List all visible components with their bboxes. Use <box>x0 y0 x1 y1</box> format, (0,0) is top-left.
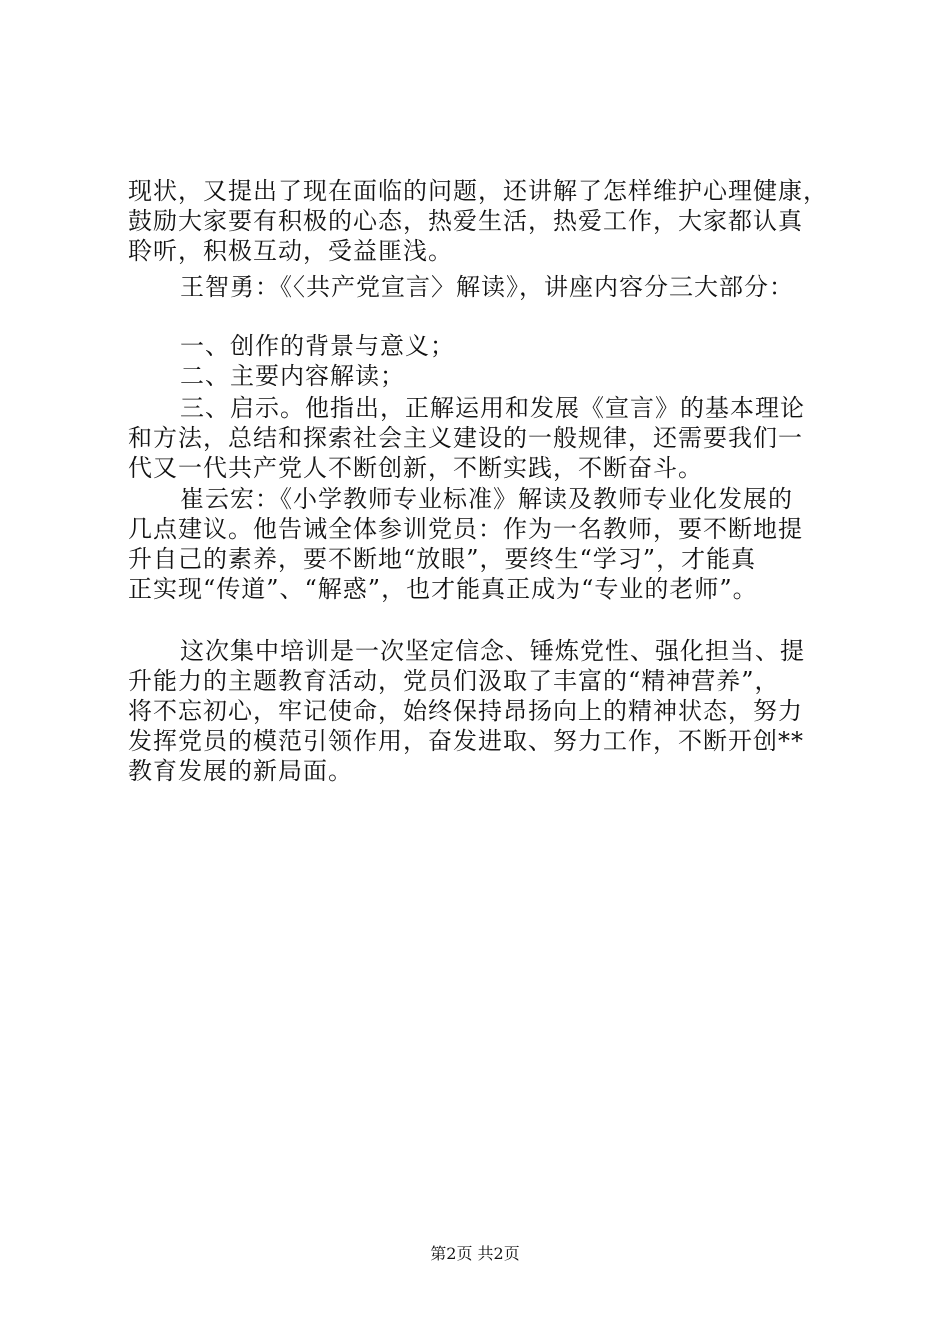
body-text-line: 和方法，总结和探索社会主义建设的一般规律，还需要我们一 <box>128 424 803 452</box>
list-item: 二、主要内容解读； <box>180 362 405 390</box>
body-text-line: 将不忘初心，牢记使命，始终保持昂扬向上的精神状态，努力 <box>128 697 803 725</box>
list-item: 一、创作的背景与意义； <box>180 332 455 360</box>
body-text-line: 升自己的素养，要不断地“放眼”，要终生“学习”，才能真 <box>128 545 757 573</box>
body-text-line: 升能力的主题教育活动，党员们汲取了丰富的“精神营养”， <box>128 667 780 695</box>
body-text-line: 聆听，积极互动，受益匪浅。 <box>128 237 453 265</box>
body-text-line: 几点建议。他告诫全体参训党员：作为一名教师，要不断地提 <box>128 515 803 543</box>
body-text-line: 发挥党员的模范引领作用，奋发进取、努力工作，不断开创** <box>128 727 804 755</box>
body-text-line: 正实现“传道”、“解惑”，也才能真正成为“专业的老师”。 <box>128 575 758 603</box>
conclusion-paragraph-line: 这次集中培训是一次坚定信念、锤炼党性、强化担当、提 <box>180 637 805 665</box>
body-text-line: 代又一代共产党人不断创新，不断实践，不断奋斗。 <box>128 454 703 482</box>
body-text-line: 鼓励大家要有积极的心态，热爱生活，热爱工作，大家都认真 <box>128 207 803 235</box>
lecture-heading-line: 崔云宏：《小学教师专业标准》解读及教师专业化发展的 <box>180 485 793 513</box>
body-text-line: 教育发展的新局面。 <box>128 757 353 785</box>
list-item: 三、启示。他指出，正解运用和发展《宣言》的基本理论 <box>180 394 805 422</box>
lecture-heading-line: 王智勇：《〈共产党宣言〉解读》，讲座内容分三大部分： <box>180 273 794 301</box>
body-text-line: 现状，又提出了现在面临的问题，还讲解了怎样维护心理健康， <box>128 177 828 205</box>
page-number-footer: 第2页 共2页 <box>430 1244 520 1263</box>
